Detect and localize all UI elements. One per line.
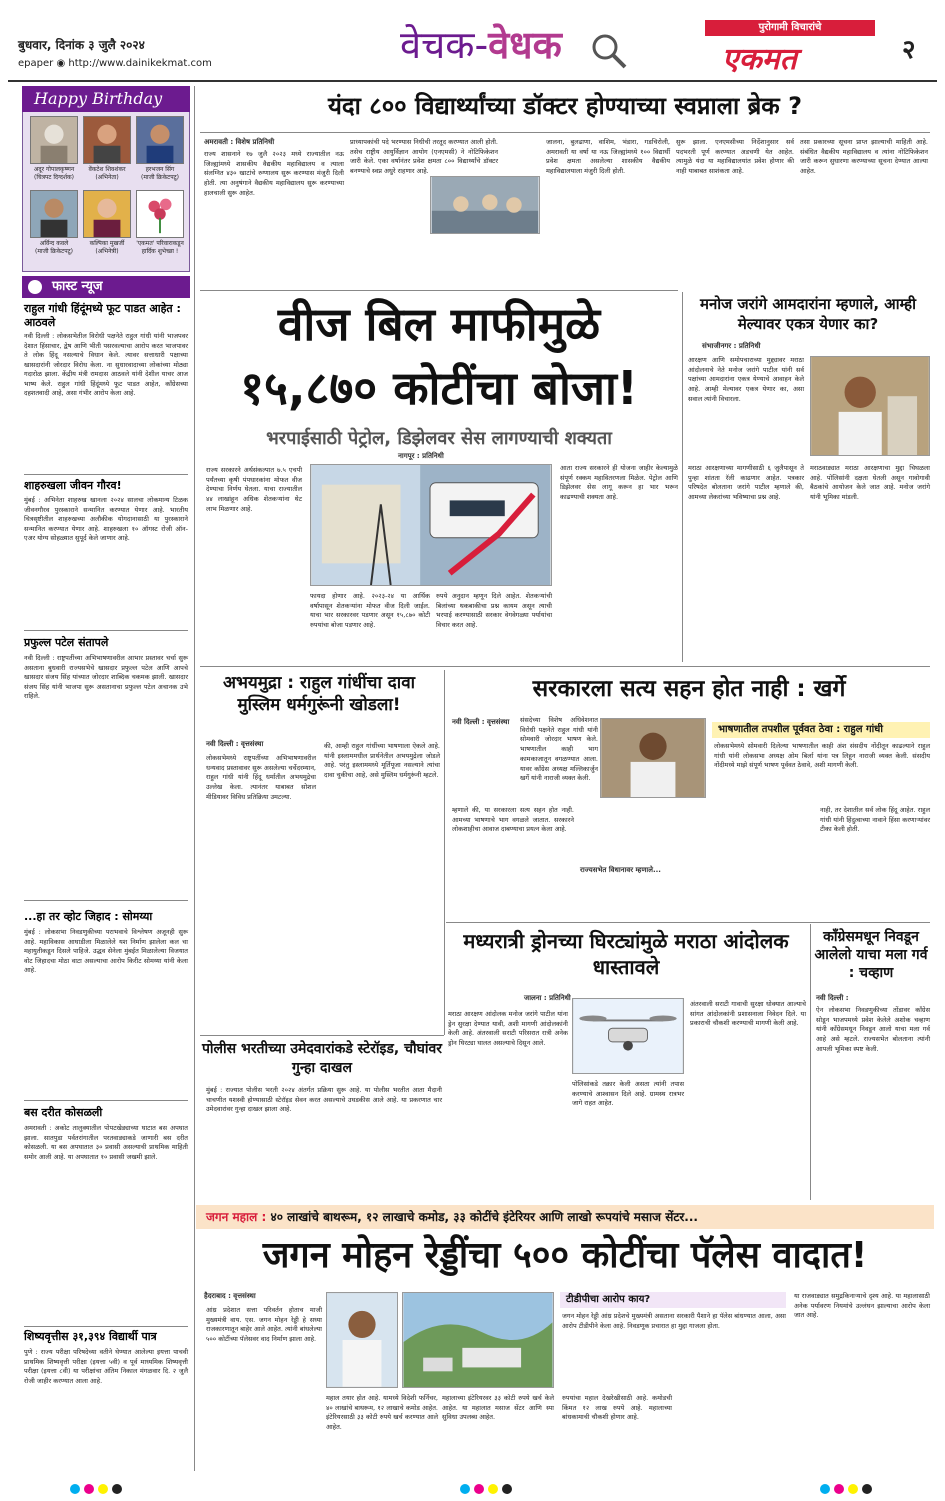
kharge-photo [600, 718, 706, 798]
issue-date: बुधवार, दिनांक ३ जुलै २०२४ [18, 38, 145, 52]
divider [200, 666, 930, 667]
article-text: राज्य सरकारने अर्थसंकल्पात ७.५ एचपी पर्यंतच्या कृषी पंपधारकांना मोफत वीज देण्याचा निर्णय घेतला. याचा राज्यातील ४४ लाखांहून अधिक शेतकऱ्यांना थेट लाभ मिळणार आहे. [206, 466, 302, 513]
article-text: प्राध्यापकांची पदे भरण्यास निधीची तरतूद करण्यात आली होती. तसेच राष्ट्रीय आयुर्विज्ञान आयोग (एनएमसी) ने नोटिफिकेशन जारी केले. एका वर्षानंतर प्रवेश क्षमता ८०० विद्यार्थ्यांचे डॉक्टर बनण्याचे स्वप्न अधुरे राहणार आहे. [350, 138, 498, 176]
sub-heading: राज्यसभेत विधानावर म्हणाले... [580, 866, 661, 874]
fast-news-title-1[interactable]: राहुल गांधी हिंदूंमध्ये फूट पाडत आहेत : आठवले [24, 302, 181, 329]
column-divider [194, 86, 195, 1471]
magenta-dot [474, 1484, 484, 1494]
avatar [30, 190, 78, 238]
byline: नवी दिल्ली : [816, 994, 849, 1002]
avatar [30, 116, 78, 164]
birthday-greeting: 'एकमत' परिवाराकडून हार्दिक शुभेच्छा ! [136, 240, 184, 255]
article-text: आंध्र प्रदेशात सत्ता परिवर्तन होताच माजी मुख्यमंत्री वाय. एस. जगन मोहन रेड्डी हे सध्या राजकारणातून बाहेर आले आहेत. त्यांनी बांधलेल्या ५०० कोटींच्या पॅलेसवर वाद निर्माण झाला आहे. [206, 1306, 322, 1344]
fast-news-body-5: अमरावती : अकोट तालुक्यातील पोपटखेड्याच्या घाटात बस अपघात झाला. सातपुडा पर्वतरांगातील परतवाड्याकडे जाणारी बस दरीत कोसळली. या बस अपघातात ३० प्रवासी असल्याची प्राथमिक माहिती समोर आली आहे. या अपघातात १० प्रवासी जखमी झाले. [24, 1124, 188, 1161]
kharge-headline[interactable]: सरकारला सत्य सहन होत नाही : खर्गे [532, 676, 846, 702]
print-registration-bar [0, 1480, 945, 1492]
fast-news-heading: फास्ट न्यूज [22, 276, 190, 298]
divider [24, 1100, 188, 1101]
cyan-dot [460, 1484, 470, 1494]
byline: अमरावती : विशेष प्रतिनिधी [204, 138, 275, 146]
article-text: महालाच्या इंटेरियरवर ३३ कोटी रुपये खर्च केले आहेत. या महालात मसाज सेंटर आणि स्पा सुविधा उपलब्ध आहेत. [442, 1394, 554, 1422]
section-brand [400, 18, 562, 70]
yellow-dot [98, 1484, 108, 1494]
fast-news-title-5[interactable]: बस दरीत कोसळली [24, 1106, 103, 1119]
article-text: तसा प्रकारच्या सूचना प्राप्त झाल्याची माहिती आहे. संबंधित वैद्यकीय महाविद्यालय व त्यांना नोटिफिकेशन जारी करून सुधारणा करण्याच्या सूचना देण्यात आल्या आहेत. [800, 138, 928, 176]
person-role: (माजी क्रिकेटपटू) [141, 174, 179, 181]
article-text: लोकसभेमध्ये राष्ट्रपतींच्या अभिभाषणावरील धन्यवाद प्रस्तावावर सुरू असलेल्या चर्चेदरम्यान, राहुल गांधी यांनी हिंदू धर्मातील अभयमुद्रेचा उल्लेख केला. त्यानंतर याबाबत सोशल मीडियावर विविध प्रतिक्रिया उमटल्या. [206, 754, 316, 801]
banner-lead: जगन महाल : [206, 1210, 267, 1224]
birthday-person-2 [79, 166, 135, 182]
article-text: आता राज्य सरकारने ही योजना जाहीर केल्यामुळे संपूर्ण रक्कम महावितरणला मिळेल. पेट्रोल आणि डिझेलवर सेस लागू करून हा भार भरून काढण्याची शक्यता आहे. [560, 464, 678, 502]
avatar [83, 116, 131, 164]
magenta-dot [84, 1484, 94, 1494]
black-dot [862, 1484, 872, 1494]
power-subheadline: भरपाईसाठी पेट्रोल, डिझेलवर सेस लागण्याची शक्यता [266, 428, 612, 449]
jagan-photo [326, 1292, 398, 1388]
rahul-subheading: भाषणातील तपशील पूर्ववत ठेवा : राहुल गांधी [712, 722, 930, 738]
jarange-photo [810, 356, 930, 456]
birthday-person-4 [26, 240, 82, 256]
drone-photo [572, 998, 684, 1074]
classroom-photo [430, 176, 540, 234]
article-text: आरक्षण आणि समोपचाराच्या मुद्द्यावर मराठा आंदोलनाचे नेते मनोज जरांगे पाटील यांनी सर्व पक्षांच्या आमदारांना एकत्र येण्याचे आवाहन केले आहे. आम्ही मेल्यावर एकत्र येणार का, असा सवाल त्यांनी विचारला. [688, 356, 804, 403]
magenta-dot [834, 1484, 844, 1494]
divider [446, 922, 930, 923]
globe-icon: ◉ [56, 58, 66, 69]
person-role: (माजी क्रिकेटपटू) [35, 248, 73, 255]
article-text: रुपयांचा महाल देखरेखीसाठी आहे. कमोडची किंमत १२ लाख रुपये आहे. महालाच्या बांधकामाची चौकशी होणार आहे. [562, 1394, 672, 1422]
divider [200, 290, 678, 291]
person-name: हरभजन सिंग [145, 166, 175, 173]
fast-news-body-1: नवी दिल्ली : लोकसभेतील विरोधी पक्षनेते राहुल गांधी यांनी भाजपवर देशात हिंसाचार, द्वेष आणि भीती पसरवल्याचा आरोप करत भाजपावर ते लोक हिंदू नसल्याचे विधान केले. त्यावर सत्ताधारी पक्षाच्या खासदारांनी जोरदार विरोध केला. ना सुधारवादाच्या लोकांच्या मोठ्या गदारोळ झाला. केंद्रीय मंत्री रामदास आठवले यांनी देशील याचर आज भाष्य केले. राहुल गांधी हिंदूंमध्ये फूट पाडत आहेत, काँग्रेसच्या दहशतवादी आहे, असा गंभीर आरोप केला आहे. [24, 332, 188, 397]
yellow-dot [488, 1484, 498, 1494]
person-role: (अभिनेता) [95, 174, 119, 181]
byline: नवी दिल्ली : वृत्तसंस्था [452, 718, 510, 726]
drone-headline[interactable]: मध्यरात्री ड्रोनच्या घिरट्यांमुळे मराठा आंदोलक धास्तावले [463, 929, 789, 979]
cyan-dot [70, 1484, 80, 1494]
abhay-headline[interactable]: अभयमुद्रा : राहुल गांधींचा दावा मुस्लिम धर्मगुरूंनी खोडला! [222, 673, 416, 715]
page-number: २ [902, 35, 916, 65]
section-brand-part1: वेचक- [400, 23, 489, 67]
article-text: मराठा आरक्षण आंदोलक मनोज जरांगे पाटील यांना ड्रेन सुरक्षा देण्यात यावी, अशी मागणी आंदोलकांनी केली आहे. अंतरवाली सराटी परिसरात रात्री अनेक ड्रोन घिरट्या घालत असल्याचे दिसून आले. [448, 1010, 568, 1048]
tdp-subheading: टीडीपीचा आरोप काय? [560, 1292, 786, 1308]
article-text: संसदेच्या विशेष अधिवेशनात विरोधी पक्षनेते राहुल गांधी यांनी सोमवारी जोरदार भाषण केले. भाषणातील काही भाग कामकाजातून वगळण्यात आला. यावर काँग्रेस अध्यक्ष मल्लिकार्जुन खर्गे यांनी नाराजी व्यक्त केली. [520, 716, 598, 783]
article-text: लोकसभेमध्ये सोमवारी दिलेल्या भाषणातील काही अंश संसदीय नोंदीतून काढल्याने राहुल गांधी यांनी लोकसभा अध्यक्ष ओम बिर्ला यांना पत्र लिहून नाराजी व्यक्त केली. संसदीय नोंदीमध्ये माझे संपूर्ण भाषण पूर्ववत ठेवावे, अशी मागणी केली. [714, 742, 930, 770]
jagan-headline[interactable]: जगन मोहन रेड्डींचा ५०० कोटींचा पॅलेस वादात! [262, 1235, 868, 1276]
banner-text: ४० लाखांचे बाथरूम, १२ लाखाचे कमोड, ३३ कोटींचे इंटेरियर आणि लाखो रूपयांचे मसाज सेंटर... [270, 1210, 698, 1224]
person-name: कल्पिका मुखर्जी [89, 240, 125, 247]
fast-news-title-3[interactable]: प्रफुल्ल पटेल संतापले [24, 636, 109, 649]
black-dot [112, 1484, 122, 1494]
article-text: राज्य शासनाने १७ जुलै २०२३ मध्ये राज्यातील नऊ जिल्ह्यांमध्ये शासकीय वैद्यकीय महाविद्यालय व त्याला संलग्नित ४३० खाटांचे रुग्णालय सुरू करण्यास मंजुरी दिली होती. त्या अनुषंगाने वैद्यकीय महाविद्यालय सुरू करण्याच्या हालचाली सुरू आहेत. [204, 150, 344, 197]
article-text: मराठवाड्यात मराठा आरक्षणाचा मुद्दा चिघळला आहे. पोलिसांनी दक्षता घेतली असून गावोगावी बैठकांचे आयोजन केले जात आहे. मनोज जरांगे यांनी भूमिका मांडली. [810, 464, 930, 502]
article-text: मुंबई : राज्यात पोलीस भरती २०२४ अंतर्गत प्रक्रिया सुरू आहे. या पोलीस भरतीत आता मैदानी चाचणीत यशस्वी होण्यासाठी स्टेरॉइड सेवन करत असल्याचे उघडकीस आले आहे. या प्रकरणात चार उमेदवारांवर गुन्हा दाखल झाला आहे. [206, 1086, 442, 1114]
divider [24, 1326, 188, 1327]
byline: नवी दिल्ली : वृत्तसंस्था [206, 740, 264, 748]
avatar [136, 116, 184, 164]
epaper-label: epaper [18, 58, 54, 69]
article-text: नाही, तर देशातील सर्व लोक हिंदू आहेत. राहुल गांधी यांनी हिंदुत्वाच्या नावाने हिंसा करणाऱ्यांवर टीका केली होती. [820, 806, 930, 834]
divider [24, 630, 188, 631]
fast-news-title-2[interactable]: शाहरुखला जीवन गौरव! [24, 479, 122, 492]
article-text: मराठा आरक्षणाच्या मागणीसाठी ६ जुलैपासून ते पुन्हा शांतता रॅली काढणार आहेत. पत्रकार परिषदेत बोलताना जरांगे पाटील म्हणाले की, आमच्या लेकरांच्या भविष्याचा प्रश्न आहे. [688, 464, 804, 502]
fast-news-body-4: मुंबई : लोकसभा निवडणुकीच्या पराभवाचे विश्लेषण अजूनही सुरू आहे. महाविकास आघाडीला मिळालेले यश निर्माण झालेला कल चा महायुतीकडून दिसले पाहिजे. उद्धव सेनेला मुंबईत मिळालेल्या विजयात वोट जिहादचा मोठा वाटा असल्याचा आरोप किरीट सोमय्या यांनी केला आहे. [24, 928, 188, 974]
electricity-meter-photo [310, 464, 552, 586]
flower-bouquet-icon [136, 190, 184, 238]
magnifier-icon [590, 32, 628, 70]
person-name: अदूर गोपालकृष्णन [33, 166, 75, 173]
power-headline-line2[interactable]: १५,८७० कोटींचा बोजा! [240, 361, 638, 415]
birthday-person-3 [132, 166, 188, 182]
person-role: (अभिनेत्री) [95, 248, 119, 255]
column-divider [682, 292, 683, 662]
power-headline-line1[interactable]: वीज बिल माफीमुळे [277, 297, 601, 351]
birthday-person-5 [79, 240, 135, 256]
article-text: म्हणाले की, या सरकारला सत्य सहन होत नाही. आमच्या भाषणाचे भाग वगळले जातात. सरकारने लोकशाहीचा आवाज दाबण्याचा प्रयत्न केला आहे. [452, 806, 574, 834]
divider [24, 900, 188, 901]
byline: नागपूर : प्रतिनिधी [398, 452, 444, 460]
fast-news-title-4[interactable]: ...हा तर व्होट जिहाद : सोमय्या [24, 910, 153, 923]
divider [200, 132, 930, 133]
fast-news-body-3: नवी दिल्ली : राष्ट्रपतींच्या अभिभाषणावरील आभार प्रस्तावर चर्चा सुरू असताना बुधवारी राज्यसभेचे खासदार प्रफुल्ल पटेल आणि आपचे खासदार संजय सिंह यांच्यात जोरदार शाब्दिक चकमक झाली. खासदार संजय सिंह यांनी भाजपा सुरू असतानाचा प्रफुल्ल पटेल अचानक उभे राहिले. [24, 654, 188, 700]
cyan-dot [820, 1484, 830, 1494]
bullet-icon [28, 280, 42, 294]
congress-headline[interactable]: काँग्रेसमधून निवडून आलेलो याचा मला गर्व : चव्हाण [814, 929, 928, 981]
article-text: पोलिसांकडे तक्रार केली असता त्यांनी तपास करण्याचे आश्वासन दिले आहे. ग्रामस्थ रात्रभर जागे राहत आहेत. [572, 1080, 684, 1108]
fast-news-title-6[interactable]: शिष्यवृत्तीस ३१,३९४ विद्यार्थी पात्र [24, 1330, 157, 1343]
article-text: फायदा होणार आहे. २०२३-२४ या आर्थिक वर्षापासून शेतकऱ्यांना मोफत वीज दिली जाईल. याचा भार सरकारवर पडणार असून १५,८७० कोटी रुपयांचा बोजा पडणार आहे. [310, 592, 430, 630]
article-text: जालना, बुलढाणा, वाशिम, भंडारा, गडचिरोली, अमरावती या वर्षा या नऊ जिल्ह्यांमध्ये १०० विद्यार्थी प्रवेश क्षमता असलेल्या शासकीय वैद्यकीय महाविद्यालयाला मंजुरी दिली होती. [546, 138, 670, 176]
divider [24, 474, 188, 475]
byline: हैदराबाद : वृत्तसंस्था [204, 1292, 256, 1300]
tagline: पुरोगामी विचारांचे [705, 20, 875, 36]
article-text: जगन मोहन रेड्डी आंध्र प्रदेशचे मुख्यमंत्री असताना सरकारी पैशाने हा पॅलेस बांधण्यात आला, असा आरोप टीडीपीने केला आहे. निवडणूक प्रचारात हा मुद्दा गाजला होता. [562, 1312, 786, 1330]
palace-photo [402, 1292, 554, 1388]
epaper-url[interactable] [18, 58, 212, 69]
birthday-title: Happy Birthday [22, 86, 190, 112]
article-text: सुरू झाला. एनएमसीच्या निर्देशानुसार सर्व पदभरती पूर्ण करण्यात अडचणी येत आहेत. त्यामुळे यंदा या महाविद्यालयांत प्रवेश होणार की नाही याबाबत साशंकता आहे. [676, 138, 794, 176]
header-divider [8, 80, 937, 82]
black-dot [502, 1484, 512, 1494]
article-text: अंतरवाली सराटी गावाची सुरक्षा धोक्यात आल्याचे सांगत आंदोलकांनी प्रशासनाला निवेदन दिले. या प्रकाराची चौकशी करण्याची मागणी केली आहे. [690, 1000, 806, 1028]
jarange-headline[interactable]: मनोज जरांगे आमदारांना म्हणाले, आम्ही मेल्यावर एकत्र येणार का? [700, 295, 916, 333]
byline: संभाजीनगर : प्रतिनिधी [702, 342, 761, 350]
column-divider [444, 670, 445, 1035]
person-name: वेंकटेश शिवशंकर [88, 166, 126, 173]
article-text: रुपये अनुदान म्हणून दिले आहेत. शेतकऱ्यांची बिलांच्या थकबाकीचा प्रश्न कायम असून त्याची भरपाई करण्यासाठी सरकार वेगवेगळ्या पर्यायांचा विचार करत आहे. [436, 592, 552, 630]
birthday-person-1 [26, 166, 82, 182]
person-role: (चित्रपट दिग्दर्शक) [34, 174, 74, 181]
top-headline[interactable]: यंदा ८०० विद्यार्थ्यांच्या डॉक्टर होण्याच्या स्वप्नाला ब्रेक ? [327, 92, 803, 120]
police-headline[interactable]: पोलीस भरतीच्या उमेदवारांकडे स्टेरॉइड, चौघांवर गुन्हा दाखल [201, 1041, 443, 1076]
fast-news-body-6: पुणे : राज्य परीक्षा परिषदेच्या वतीने घेण्यात आलेल्या इयत्ता पाचवी प्राथमिक शिष्यवृत्ती परीक्षा (इयत्ता ५वी) व पूर्व माध्यमिक शिष्यवृत्ती परीक्षा (इयत्ता ८वी) या परीक्षांचा अंतिम निकाल मंगळवार दि. २ जुलै रोजी जाहीर करण्यात आला आहे. [24, 1348, 188, 1385]
website-link[interactable]: http://www.dainikekmat.com [68, 58, 212, 69]
newspaper-logo: एकमत [722, 42, 797, 77]
section-brand-part2: वेधक [488, 23, 562, 67]
fast-news-body-2: मुंबई : अभिनेता शाहरुख खानला २०२४ सालचा लोकमान्य टिळक जीवनगौरव पुरस्काराने सन्मानित करण्यात येणार आहे. भारतीय चित्रसृष्टीतील शाहरुखच्या अलौकीक योगदानासाठी या पुरस्काराने सन्मानित करण्यात येणार आहे. शाहरुखला १० ऑगस्ट रोजी ऑन-एअर योग्य सोहळ्यात सुपूर्द केले जाणार आहे. [24, 496, 188, 542]
article-text: की, आम्ही राहुल गांधींच्या भाषणाला ऐकले आहे. यांनी इस्लाममधील प्रार्थनेतील अभयमुद्रेला जोडले आहे. परंतु इस्लाममध्ये मूर्तिपूजा नसल्याने त्यांचा दावा चुकीचा आहे, असे मुस्लिम धर्मगुरूंनी म्हटले. [324, 742, 440, 780]
divider [200, 1035, 444, 1036]
article-text: ऐन लोकसभा निवडणुकीच्या तोंडावर काँग्रेस सोडून भाजपमध्ये प्रवेश केलेले अशोक चव्हाण यांनी काँग्रेसमधून निवडून आलो याचा मला गर्व आहे असे म्हटले. राज्यसभेत बोलताना त्यांनी आपली भूमिका स्पष्ट केली. [816, 1006, 930, 1053]
jagan-banner[interactable] [196, 1205, 934, 1229]
column-divider [810, 924, 811, 1200]
article-text: या राजवाड्यात समुद्रकिनाऱ्याचे दृश्य आहे. या महालासाठी अनेक पर्यावरण नियमांचे उल्लंघन झाल्याचा आरोप केला जात आहे. [794, 1292, 930, 1320]
article-text: महाल तयार होत आहे. यामध्ये विदेशी फर्निचर, ४० लाखांचे बाथरूम, १२ लाखाचे कमोड आहेत. इंटेरियरसाठी ३३ कोटी रुपये खर्च करण्यात आले आहेत. [326, 1394, 438, 1432]
avatar [83, 190, 131, 238]
yellow-dot [848, 1484, 858, 1494]
person-name: अर्विन्द कवले [39, 240, 69, 247]
byline: जालना : प्रतिनिधी [524, 994, 571, 1002]
